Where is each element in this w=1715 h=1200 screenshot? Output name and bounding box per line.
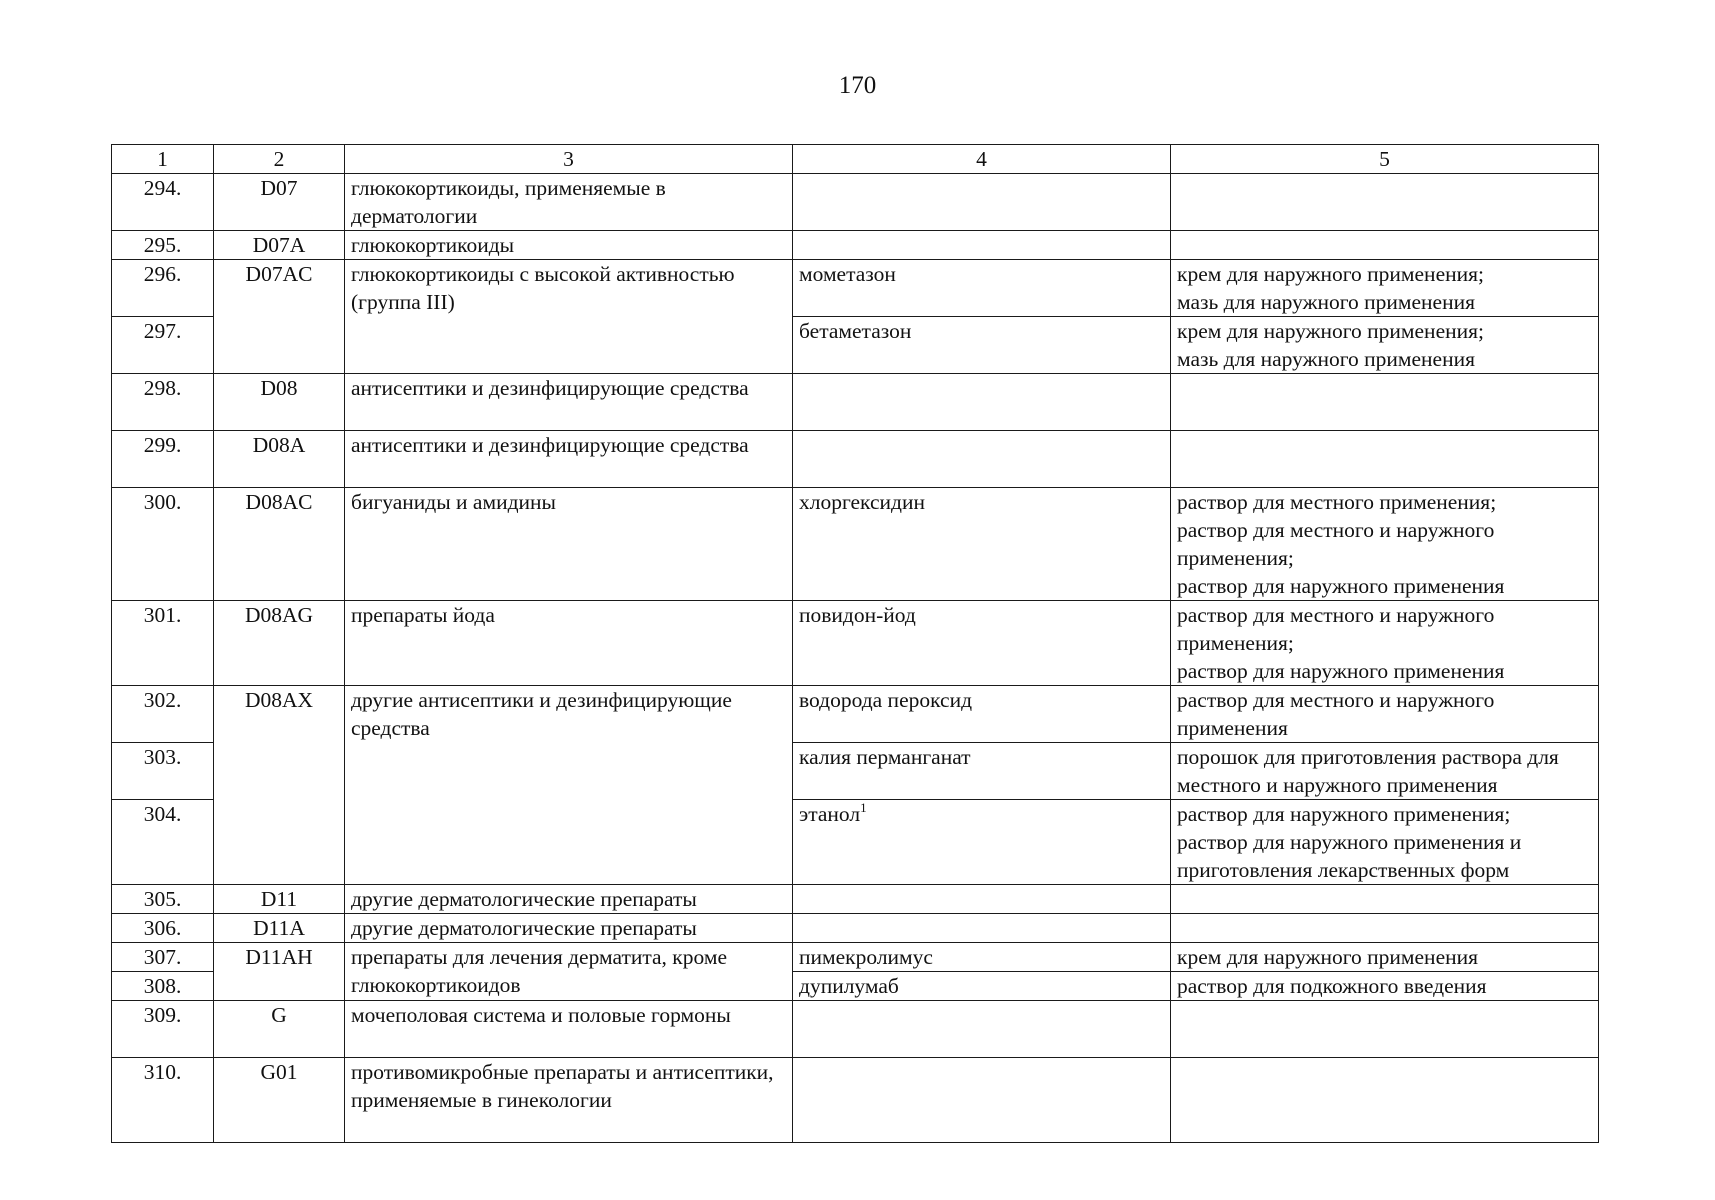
atc-code: D07A bbox=[214, 231, 345, 260]
drug-name: калия перманганат bbox=[793, 743, 1171, 800]
dosage-form bbox=[1171, 885, 1599, 914]
drug-name: мометазон bbox=[793, 260, 1171, 317]
row-number: 295. bbox=[112, 231, 214, 260]
table-row bbox=[112, 174, 1599, 231]
footnote-marker: 1 bbox=[860, 800, 867, 815]
table-row bbox=[112, 431, 1599, 488]
row-number: 298. bbox=[112, 374, 214, 431]
column-header: 4 bbox=[793, 145, 1171, 174]
drug-name bbox=[793, 800, 1171, 885]
dosage-form: крем для наружного применения bbox=[1171, 943, 1599, 972]
row-number: 305. bbox=[112, 885, 214, 914]
column-header: 3 bbox=[345, 145, 793, 174]
atc-code: D08AC bbox=[214, 488, 345, 601]
row-number: 301. bbox=[112, 601, 214, 686]
row-number: 309. bbox=[112, 1001, 214, 1058]
row-number: 308. bbox=[112, 972, 214, 1001]
dosage-form: раствор для подкожного введения bbox=[1171, 972, 1599, 1001]
drug-name-text: этанол bbox=[799, 802, 861, 826]
drug-name bbox=[793, 914, 1171, 943]
column-header: 5 bbox=[1171, 145, 1599, 174]
dosage-form: крем для наружного применения; мазь для наружного применения bbox=[1171, 317, 1599, 374]
group-name: мочеполовая система и половые гормоны bbox=[345, 1001, 793, 1058]
table-row bbox=[112, 686, 1599, 743]
atc-code: D07AC bbox=[214, 260, 345, 374]
dosage-form bbox=[1171, 231, 1599, 260]
row-number: 302. bbox=[112, 686, 214, 743]
dosage-form: раствор для местного применения; раствор для местного и наружного применения; раствор для наружного применения bbox=[1171, 488, 1599, 601]
column-header: 1 bbox=[112, 145, 214, 174]
atc-code: D08AX bbox=[214, 686, 345, 885]
group-name: противомикробные препараты и антисептики, применяемые в гинекологии bbox=[345, 1058, 793, 1143]
table-header-row bbox=[112, 145, 1599, 174]
row-number: 310. bbox=[112, 1058, 214, 1143]
group-name: другие дерматологические препараты bbox=[345, 885, 793, 914]
atc-code: D07 bbox=[214, 174, 345, 231]
drug-name: пимекролимус bbox=[793, 943, 1171, 972]
atc-code: D08A bbox=[214, 431, 345, 488]
table-row bbox=[112, 885, 1599, 914]
row-number: 306. bbox=[112, 914, 214, 943]
table-row bbox=[112, 914, 1599, 943]
dosage-form: раствор для наружного применения; раствор для наружного применения и приготовления лекарственных форм bbox=[1171, 800, 1599, 885]
atc-code: G bbox=[214, 1001, 345, 1058]
column-header: 2 bbox=[214, 145, 345, 174]
row-number: 299. bbox=[112, 431, 214, 488]
dosage-form bbox=[1171, 1058, 1599, 1143]
drug-name: водорода пероксид bbox=[793, 686, 1171, 743]
dosage-form bbox=[1171, 1001, 1599, 1058]
group-name: антисептики и дезинфицирующие средства bbox=[345, 431, 793, 488]
drug-name: повидон-йод bbox=[793, 601, 1171, 686]
table-row bbox=[112, 374, 1599, 431]
table-row bbox=[112, 1001, 1599, 1058]
row-number: 296. bbox=[112, 260, 214, 317]
group-name: другие антисептики и дезинфицирующие средства bbox=[345, 686, 793, 885]
drug-name bbox=[793, 885, 1171, 914]
group-name: глюкокортикоиды с высокой активностью (группа III) bbox=[345, 260, 793, 374]
page-number: 170 bbox=[838, 72, 877, 99]
dosage-form: крем для наружного применения; мазь для наружного применения bbox=[1171, 260, 1599, 317]
group-name: антисептики и дезинфицирующие средства bbox=[345, 374, 793, 431]
drug-classification-table bbox=[111, 144, 1599, 1143]
group-name: глюкокортикоиды bbox=[345, 231, 793, 260]
row-number: 307. bbox=[112, 943, 214, 972]
group-name: препараты для лечения дерматита, кроме глюкокортикоидов bbox=[345, 943, 793, 1001]
atc-code: D11AH bbox=[214, 943, 345, 1001]
dosage-form: порошок для приготовления раствора для местного и наружного применения bbox=[1171, 743, 1599, 800]
row-number: 294. bbox=[112, 174, 214, 231]
atc-code: D11 bbox=[214, 885, 345, 914]
group-name: другие дерматологические препараты bbox=[345, 914, 793, 943]
drug-name bbox=[793, 1001, 1171, 1058]
dosage-form: раствор для местного и наружного применения bbox=[1171, 686, 1599, 743]
atc-code: D11A bbox=[214, 914, 345, 943]
dosage-form: раствор для местного и наружного применения; раствор для наружного применения bbox=[1171, 601, 1599, 686]
table-row bbox=[112, 943, 1599, 972]
group-name: бигуаниды и амидины bbox=[345, 488, 793, 601]
drug-name: дупилумаб bbox=[793, 972, 1171, 1001]
drug-name: бетаметазон bbox=[793, 317, 1171, 374]
table-row bbox=[112, 1058, 1599, 1143]
row-number: 304. bbox=[112, 800, 214, 885]
atc-code: G01 bbox=[214, 1058, 345, 1143]
dosage-form bbox=[1171, 914, 1599, 943]
row-number: 300. bbox=[112, 488, 214, 601]
row-number: 303. bbox=[112, 743, 214, 800]
table-row bbox=[112, 231, 1599, 260]
dosage-form bbox=[1171, 431, 1599, 488]
atc-code: D08 bbox=[214, 374, 345, 431]
table-row bbox=[112, 488, 1599, 601]
drug-name bbox=[793, 174, 1171, 231]
dosage-form bbox=[1171, 374, 1599, 431]
table-row bbox=[112, 601, 1599, 686]
drug-name bbox=[793, 231, 1171, 260]
drug-name bbox=[793, 431, 1171, 488]
dosage-form bbox=[1171, 174, 1599, 231]
table-row bbox=[112, 260, 1599, 317]
drug-name bbox=[793, 1058, 1171, 1143]
group-name: глюкокортикоиды, применяемые в дерматологии bbox=[345, 174, 793, 231]
row-number: 297. bbox=[112, 317, 214, 374]
atc-code: D08AG bbox=[214, 601, 345, 686]
drug-name bbox=[793, 374, 1171, 431]
drug-name: хлоргексидин bbox=[793, 488, 1171, 601]
group-name: препараты йода bbox=[345, 601, 793, 686]
